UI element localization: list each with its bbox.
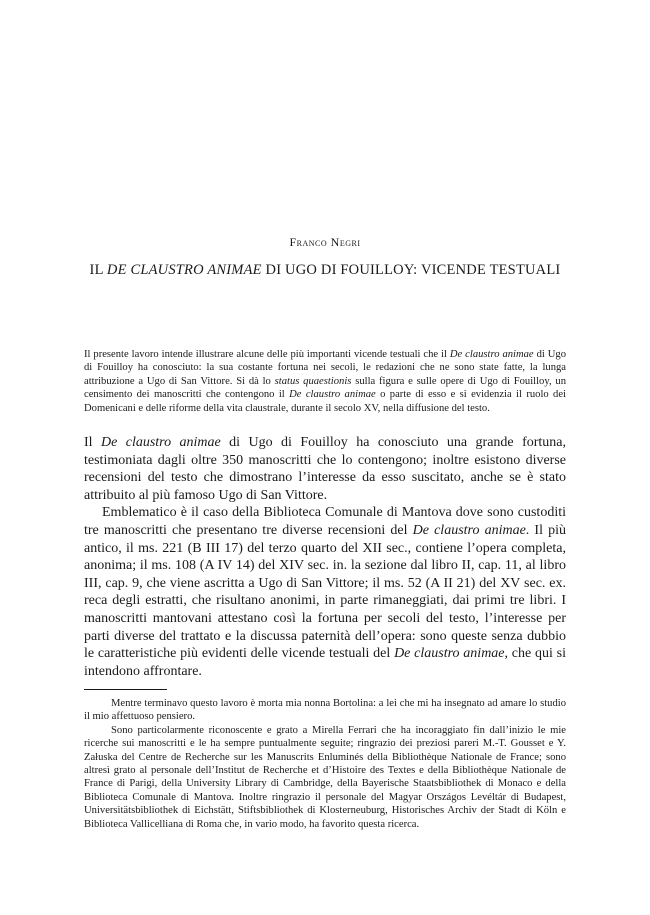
body-work-title: De claustro animae: [394, 646, 505, 662]
footnotes: [84, 697, 566, 831]
body-text-run: Emblematico è il caso della Biblioteca Comunale di Mantova dove sono custoditi tre manoscritti che presentano tre diverse recensioni del: [84, 505, 566, 538]
body-text-run: di Ugo di Fouilloy ha conosciuto una grande fortuna, testimoniata dagli oltre 350 manoscritti che lo contengono; inoltre esistono diverse recensioni del testo che dimostrano l’interesse da esso suscitato, anche se è stato attribuito al più famoso Ugo di San Vittore.: [84, 435, 566, 503]
abstract-work: De claustro animae: [449, 349, 534, 360]
abstract-text: di Ugo di Fouilloy ha conosciuto: la sua costante fortuna nei secoli, le redazioni che ne sono state fatte, la lunga attribuzione a Ugo di San Vittore. Si dà lo: [84, 349, 567, 387]
abstract-text: o parte di esso e si evidenzia il ruolo dei Domenicani e delle riforme della vita claustrale, durante il secolo XV, nella diffusione del testo.: [84, 389, 566, 414]
footnote-1: Mentre terminavo questo lavoro è morta mia nonna Bortolina: a lei che mi ha insegnato ad amare lo studio il mio affettuoso pensiero.: [84, 698, 566, 723]
article-title: [84, 262, 566, 279]
abstract: [84, 348, 566, 415]
abstract-term: status quaestionis: [274, 375, 352, 387]
abstract-text: Il presente lavoro intende illustrare alcune delle più importanti vicende testuali che il: [84, 349, 450, 360]
body-text-run: . Il più antico, il ms. 221 (B III 17) del terzo quarto del XII sec., contiene l’opera completa, anonima; il ms. 108 (A IV 14) del XIV sec. in. la sezione dal libro II, cap. 11, al libro III, cap. 9, che viene ascritta a Ugo di San Vittore; il ms. 52 (A II 21) del XV sec. ex. reca degli estratti, che risultano anonimi, in parte rimaneggiati, dai primi tre libri. I manoscritti mantovani attestano così la fortuna per secoli del testo, l’interesse per parti diverse del trattato e la discussa paternità dell’opera: sono queste senza dubbio le caratteristiche più evidenti delle vicende testuali del: [84, 522, 566, 662]
body-text-run: , che qui si intendono affrontare.: [84, 646, 567, 679]
body-work-title: De claustro animae: [412, 522, 526, 538]
author-name: Franco Negri: [289, 235, 361, 249]
body-text-run: Il: [84, 435, 101, 450]
title-work: DE CLAUSTRO ANIMAE: [106, 262, 262, 278]
abstract-text: sulla figura e sulle opere di Ugo di Fouilloy, un censimento dei manoscritti che contengono il: [84, 375, 566, 401]
title-suffix: DI UGO DI FOUILLOY: VICENDE TESTUALI: [261, 262, 561, 278]
abstract-work: De claustro animae: [289, 389, 376, 401]
body-text: [84, 434, 566, 680]
body-work-title: De claustro animae: [100, 435, 221, 450]
body-paragraph-2: [84, 504, 566, 680]
footnote-separator: [84, 689, 167, 690]
title-prefix: IL: [89, 262, 107, 278]
body-paragraph-1: [84, 434, 566, 504]
footnote-2: Sono particolarmente riconoscente e grato a Mirella Ferrari che ha incoraggiato fin dall’inizio le mie ricerche sui manoscritti e le ha sempre puntualmente seguite; ringrazio dei preziosi pareri M.-T. Gousset e Y. Załuska del Centre de Recherche sur les Manuscrits Enluminés della Bibliothèque Nationale de France; sono altresì grato al personale dell’Institut de Recherche et d’Histoire des Textes e della Bibliothèque Nationale de France di Parigi, della University Library di Cambridge, della Bayerische Staatsbibliothek di Monaco e della Biblioteca Comunale di Mantova. Inoltre ringrazio il personale del Magyar Országos Levéltár di Budapest, Universitätsbibliothek di Eichstätt, Stiftsbibliothek di Klosterneuburg, Historisches Archiv der Stadt di Köln e Biblioteca Vallicelliana di Roma che, in vario modo, ha favorito questa ricerca.: [84, 724, 566, 830]
